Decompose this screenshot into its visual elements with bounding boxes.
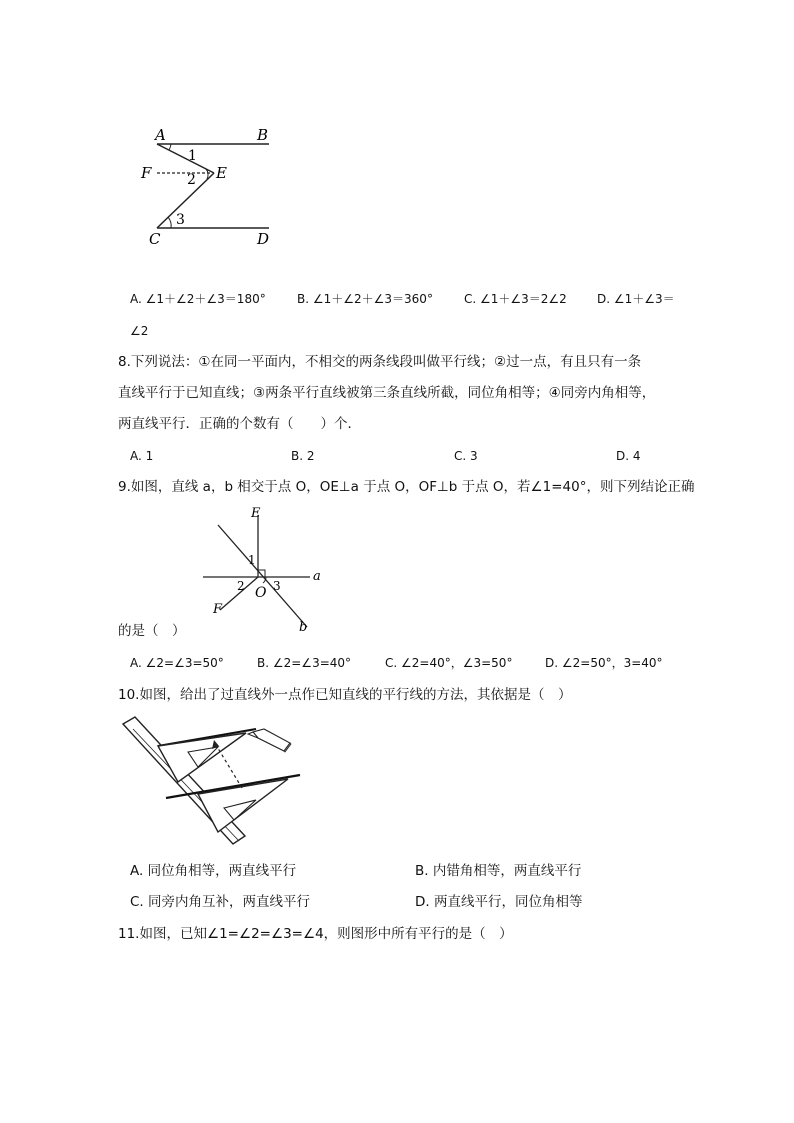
figure-q9-intersecting-lines — [195, 500, 330, 635]
label-a: A — [155, 126, 166, 144]
line-b — [218, 525, 307, 627]
angle-label-3: 3 — [176, 212, 185, 228]
right-angle-mark — [258, 570, 265, 577]
set-square-lower — [198, 779, 288, 832]
pencil-icon — [248, 729, 291, 752]
translation-arrow — [216, 745, 242, 788]
segment-ae — [157, 144, 214, 173]
q9-option-a: A. ∠2=∠3=50° — [130, 656, 224, 670]
angle-label-1: 1 — [248, 553, 256, 567]
q8-stem-line-3: 两直线平行．正确的个数有（ ）个． — [118, 416, 361, 432]
label-f: F — [141, 164, 152, 182]
q10-option-c: C. 同旁内角互补，两直线平行 — [130, 894, 311, 910]
label-b: b — [299, 620, 308, 635]
q7-option-d-wrap: ∠2 — [130, 324, 149, 338]
angle-label-2: 2 — [237, 579, 245, 593]
angle-label-2: 2 — [187, 172, 196, 188]
q8-stem-line-2: 直线平行于已知直线；③两条平行直线被第三条直线所截，同位角相等；④同旁内角相等， — [118, 385, 656, 401]
angle-arc-3 — [168, 217, 171, 228]
label-f: F — [213, 602, 223, 617]
q8-option-c: C. 3 — [454, 449, 478, 463]
q8-option-d: D. 4 — [616, 449, 641, 463]
q10-option-d: D. 两直线平行，同位角相等 — [415, 894, 583, 910]
figure-q7-zigzag — [135, 120, 285, 255]
label-d: D — [257, 230, 270, 248]
label-o: O — [255, 585, 267, 601]
angle-label-3: 3 — [273, 579, 281, 593]
label-c: C — [149, 230, 161, 248]
q9-option-b: B. ∠2=∠3=40° — [257, 656, 352, 670]
q7-option-b: B. ∠1＋∠2＋∠3＝360° — [297, 292, 433, 306]
q8-option-a: A. 1 — [130, 449, 154, 463]
label-e: E — [251, 506, 261, 521]
angle-arc-1 — [169, 144, 171, 150]
q7-option-a: A. ∠1＋∠2＋∠3＝180° — [130, 292, 266, 306]
angle-label-1: 1 — [188, 148, 197, 164]
q9-stem-line-2: 的是（ ） — [118, 623, 186, 639]
q10-stem: 10.如图，给出了过直线外一点作已知直线的平行线的方法，其依据是（ ） — [118, 687, 572, 703]
q11-stem: 11.如图，已知∠1=∠2=∠3=∠4，则图形中所有平行的是（ ） — [118, 926, 513, 942]
q9-stem-line-1: 9.如图，直线 a，b 相交于点 O，OE⊥a 于点 O，OF⊥b 于点 O，若∠1=40°，则下列结论正确 — [118, 479, 695, 495]
q9-option-d: D. ∠2=50°，3=40° — [545, 656, 663, 670]
q8-option-b: B. 2 — [291, 449, 315, 463]
q9-option-c: C. ∠2=40°，∠3=50° — [385, 656, 513, 670]
q10-option-a: A. 同位角相等，两直线平行 — [130, 863, 297, 879]
label-b: B — [257, 126, 269, 144]
q10-option-b: B. 内错角相等，两直线平行 — [415, 863, 582, 879]
q7-option-c: C. ∠1＋∠3＝2∠2 — [464, 292, 567, 306]
label-e: E — [216, 164, 227, 182]
q7-option-d: D. ∠1＋∠3＝ — [597, 292, 675, 306]
q8-stem-line-1: 8.下列说法：①在同一平面内，不相交的两条线段叫做平行线；②过一点，有且只有一条 — [118, 354, 642, 370]
segment-ec — [157, 173, 214, 228]
figure-q10-set-square-parallel — [118, 712, 308, 850]
label-a: a — [313, 569, 321, 584]
